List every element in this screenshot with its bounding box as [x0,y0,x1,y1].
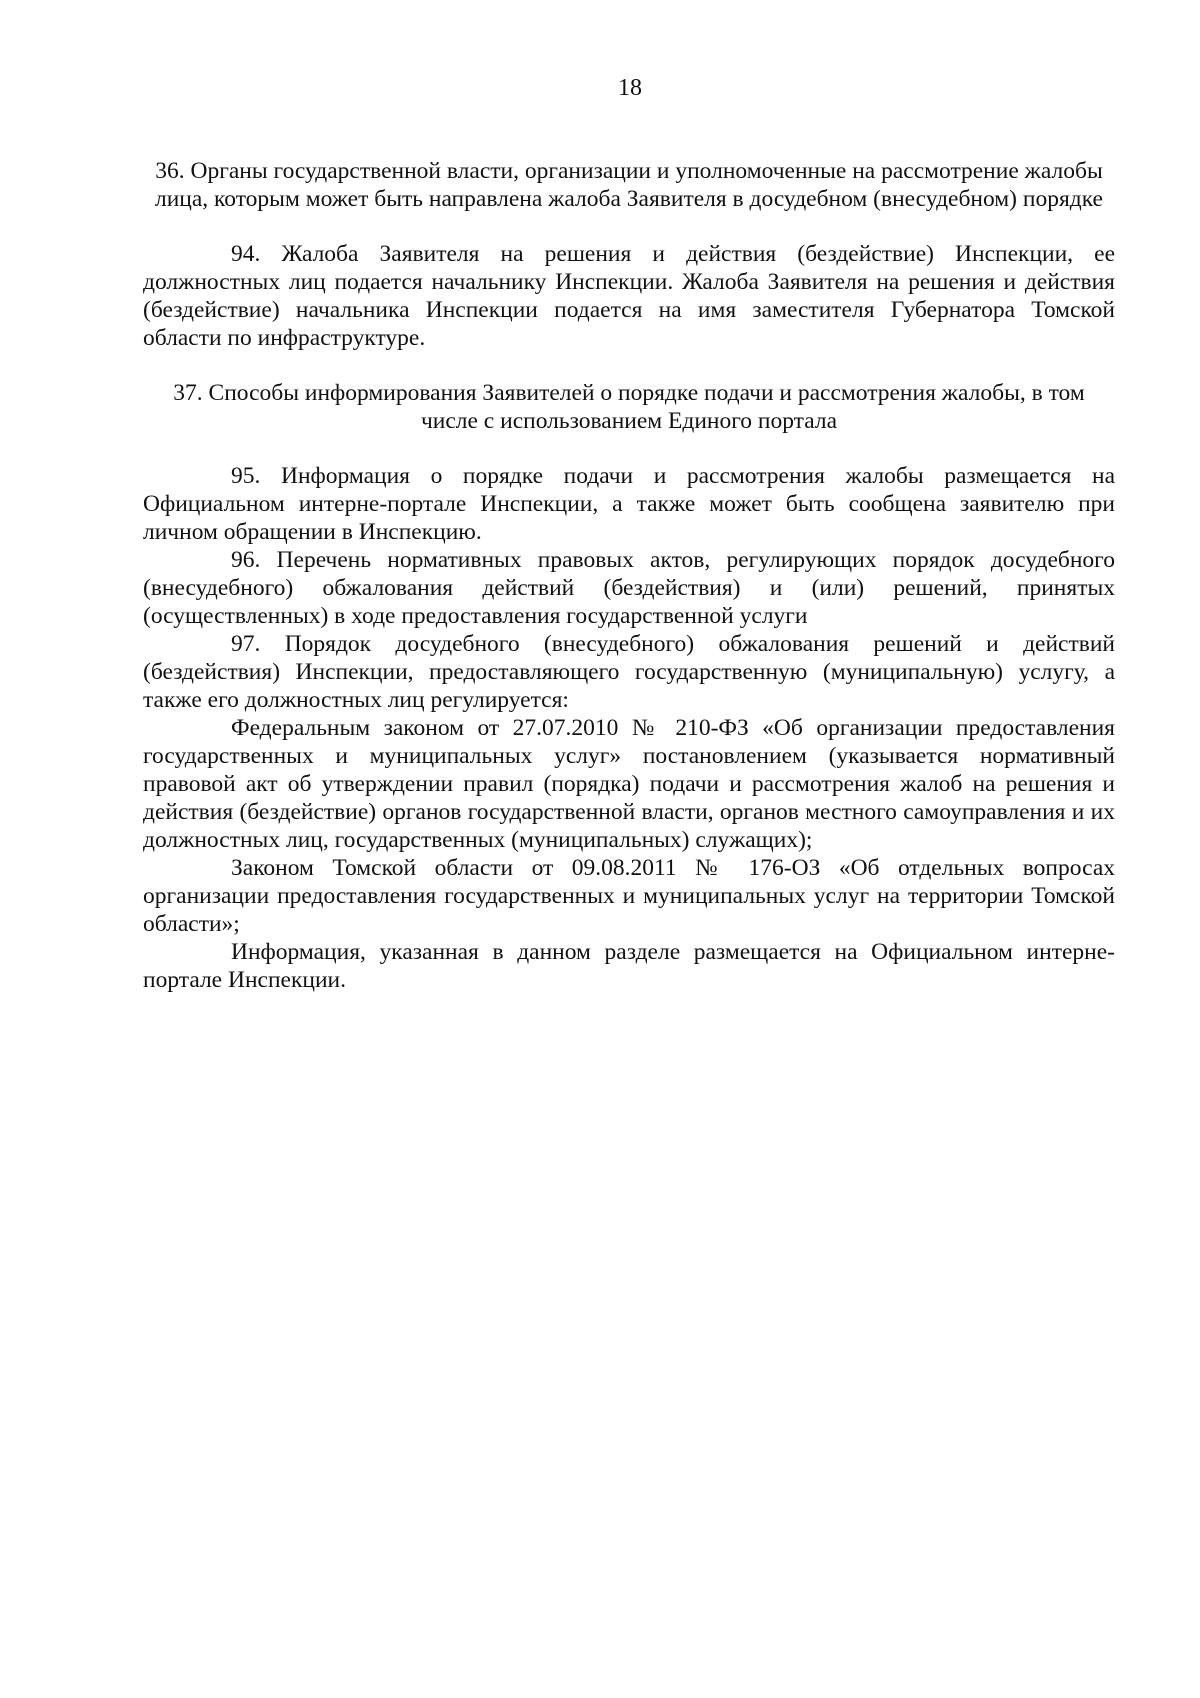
paragraph-94: 94. Жалоба Заявителя на решения и действия (бездействие) Инспекции, ее должностных лиц подается начальнику Инспекции. Жалоба Заявителя на решения и действия (бездействие) начальника Инспекции подается на имя заместителя Губернатора Томской области по инфраструктуре. [143,241,1115,351]
page-number: 18 [618,75,642,101]
paragraph-97-federal-law: Федеральным законом от 27.07.2010 № 210-ФЗ «Об организации предоставления государственных и муниципальных услуг» постановлением (указывается нормативный правовой акт об утверждении правил (порядка) подачи и рассмотрения жалоб на решения и действия (бездействие) органов государственной власти, органов местного самоуправления и их должностных лиц, государственных (муниципальных) служащих); [143,715,1115,853]
paragraph-97-info: Информация, указанная в данном разделе размещается на Официальном интерне-портале Инспекции. [143,939,1115,993]
section-36-heading: 36. Органы государственной власти, организации и уполномоченные на рассмотрение жалобы лица, которым может быть направлена жалоба Заявителя в досудебном (внесудебном) порядке [155,158,1103,212]
paragraph-97: 97. Порядок досудебного (внесудебного) обжалования решений и действий (бездействия) Инспекции, предоставляющего государственную (муниципальную) услугу, а также его должностных лиц регулируется: [143,631,1115,713]
section-37-heading: 37. Способы информирования Заявителей о порядке подачи и рассмотрения жалобы, в том числе с использованием Единого портала [173,380,1085,434]
paragraph-95: 95. Информация о порядке подачи и рассмотрения жалобы размещается на Официальном интерне-портале Инспекции, а также может быть сообщена заявителю при личном обращении в Инспекцию. [143,463,1115,545]
paragraph-96: 96. Перечень нормативных правовых актов, регулирующих порядок досудебного (внесудебного) обжалования действий (бездействия) и (или) решений, принятых (осуществленных) в ходе предоставления государственной услуги [143,547,1115,629]
paragraph-97-regional-law: Законом Томской области от 09.08.2011 № 176-ОЗ «Об отдельных вопросах организации предоставления государственных и муниципальных услуг на территории Томской области»; [143,855,1115,937]
document-body [143,157,1115,994]
